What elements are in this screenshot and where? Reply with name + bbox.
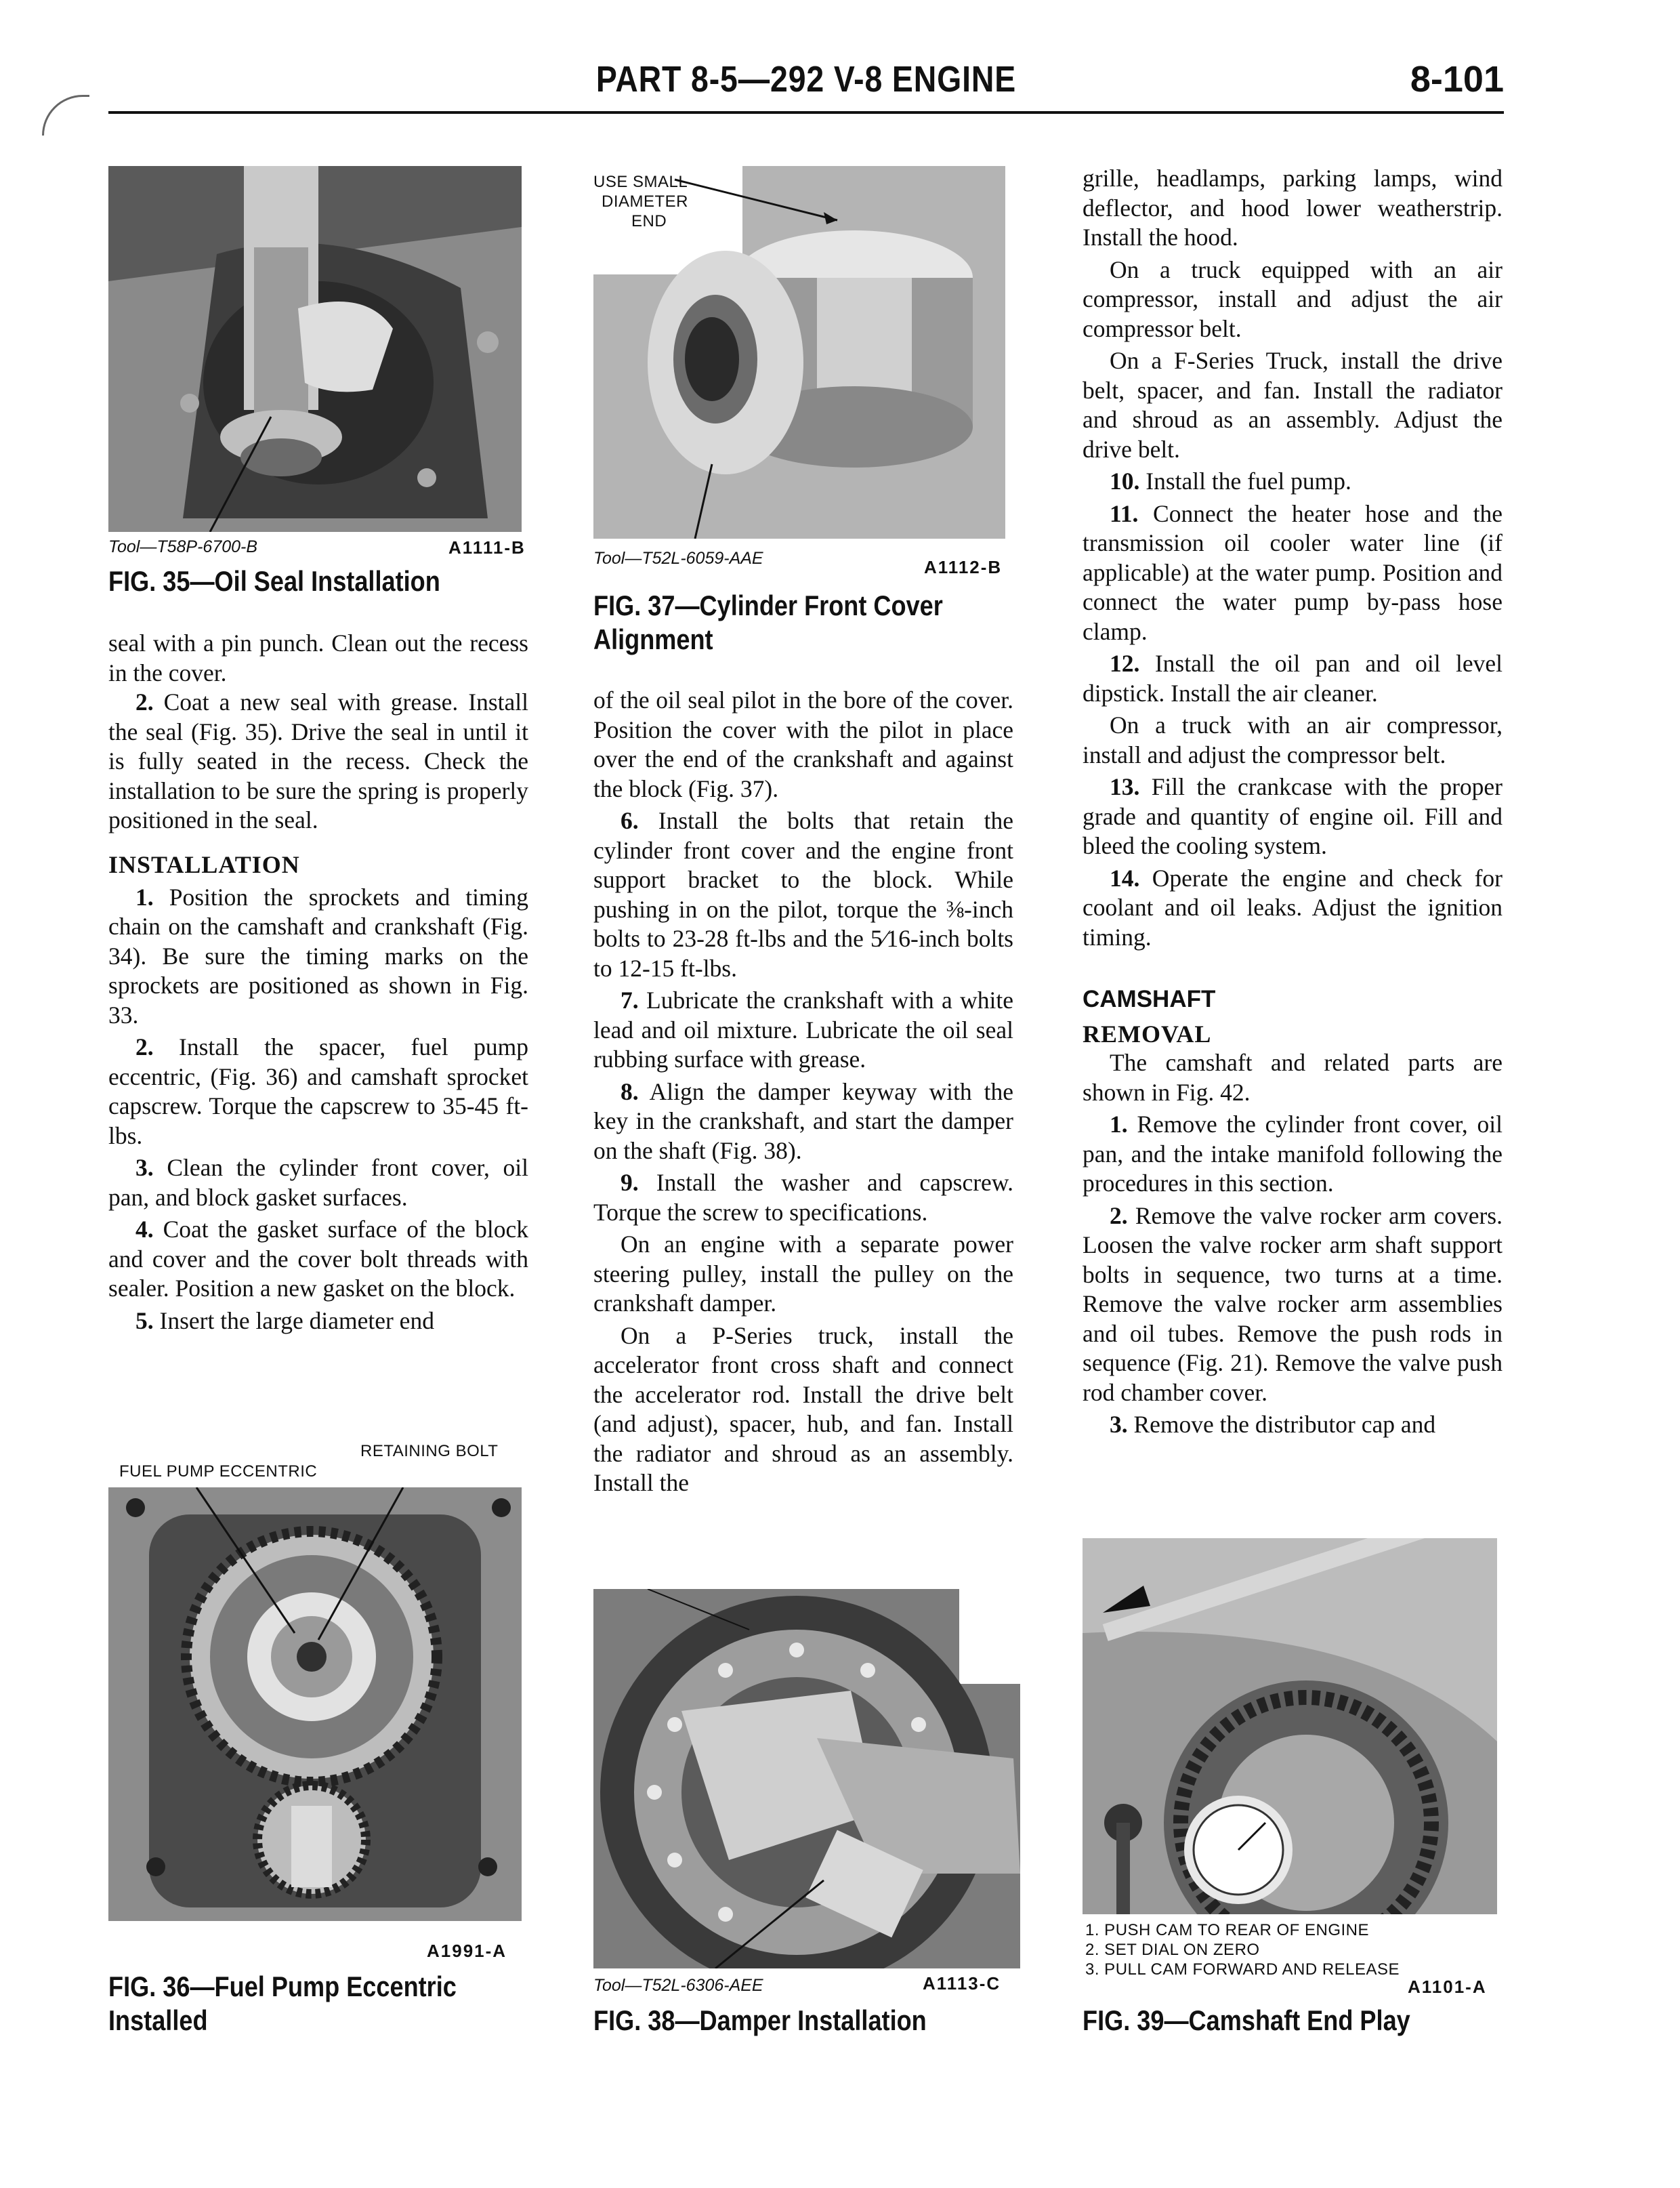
fig35-code: A1111-B — [448, 537, 526, 558]
fig39-caption: FIG. 39—Camshaft End Play — [1083, 2004, 1410, 2036]
column-3 — [1083, 164, 1503, 1440]
fig39-legend-3: 3. PULL CAM FORWARD AND RELEASE — [1085, 1960, 1400, 1979]
col3-step12: 12. Install the oil pan and oil level dipstick. Install the air cleaner. — [1083, 650, 1503, 707]
col1-step2: 2. Coat a new seal with grease. Install the seal (Fig. 35). Drive the seal in until it is fully seated in the recess. Check the installation to be sure the spring is properly positioned in the seal. — [108, 688, 528, 833]
fig39-legend-2: 2. SET DIAL ON ZERO — [1085, 1941, 1260, 1959]
col2-step8: 8. Align the damper keyway with the key in the crankshaft, and start the damper on the shaft (Fig. 38). — [593, 1077, 1013, 1164]
col3-step10: 10. Install the fuel pump. — [1110, 468, 1351, 495]
heading-installation: INSTALLATION — [108, 850, 300, 878]
fig35-tool: Tool—T58P-6700-B — [108, 537, 258, 556]
fig39-photo — [1083, 1538, 1497, 1914]
col3-rem3: 3. Remove the distributor cap and — [1110, 1411, 1436, 1438]
column-2 — [593, 686, 1013, 1498]
col3-rem2: 2. Remove the valve rocker arm covers. Loosen the valve rocker arm shaft support bolts in sequence, two turns at a time. Remove the valve rocker arm assemblies and oil tubes. Remove the push rods in sequence (Fig. 21). Remove the valve push rod chamber cover. — [1083, 1201, 1503, 1406]
fig39-legend-1: 1. PUSH CAM TO REAR OF ENGINE — [1085, 1921, 1370, 1939]
col3-p-cont: grille, headlamps, parking lamps, wind deflector, and hood lower weatherstrip. Install the hood. — [1083, 165, 1503, 251]
page-title: PART 8-5—292 V-8 ENGINE — [595, 59, 1017, 100]
col3-p-fseries: On a F-Series Truck, install the drive belt, spacer, and fan. Install the radiator and shroud as an assembly. Adjust the drive belt. — [1083, 347, 1503, 463]
fig38-tool: Tool—T52L-6306-AEE — [593, 1976, 763, 1995]
col3-rem1: 1. Remove the cylinder front cover, oil pan, and the intake manifold following the procedures in this section. — [1083, 1111, 1503, 1197]
col2-step6: 6. Install the bolts that retain the cylinder front cover and the engine front support bracket to the block. While pushing in on the pilot, torque the ⅜-inch bolts to 23-28 ft-lbs and the 5⁄16-inch bolts to 12-15 ft-lbs. — [593, 807, 1013, 982]
col1-inst1: 1. Position the sprockets and timing chain on the camshaft and crankshaft (Fig. 34). Be sure the timing marks on the sprockets are positioned as shown in Fig. 33. — [108, 883, 529, 1029]
page-header — [108, 57, 1504, 111]
col2-step7: 7. Lubricate the crankshaft with a white lead and oil mixture. Lubricate the oil seal rubbing surface with grease. — [593, 987, 1014, 1073]
fig36-caption-line1: FIG. 36—Fuel Pump Eccentric — [108, 1970, 457, 2002]
col2-p-pseries: On a P-Series truck, install the accelerator front cross shaft and connect the accelerator rod. Install the drive belt (and adjust), spacer, hub, and fan. Install the radiator and shroud as an assembly. Install the — [593, 1321, 1013, 1496]
scan-corner-mark — [42, 95, 89, 136]
fig38-caption: FIG. 38—Damper Installation — [593, 2004, 927, 2036]
header-rule — [108, 111, 1504, 114]
fig37-code: A1112-B — [924, 557, 1003, 577]
col3-p-parts: The camshaft and related parts are shown in Fig. 42. — [1083, 1049, 1503, 1106]
fig37-caption-line1: FIG. 37—Cylinder Front Cover — [593, 590, 943, 621]
fig36-caption-line2: Installed — [108, 2004, 208, 2036]
fig38-photo — [593, 1589, 1020, 1968]
fig37-label-line3: END — [631, 212, 667, 230]
col1-p-cont: seal with a pin punch. Clean out the recess in the cover. — [108, 629, 528, 686]
col1-inst4: 4. Coat the gasket surface of the block and cover and the cover bolt threads with sealer. Position a new gasket on the block. — [108, 1216, 528, 1302]
fig37-label-line2: DIAMETER — [602, 192, 689, 211]
fig36-label-left: FUEL PUMP ECCENTRIC — [119, 1462, 318, 1481]
col3-step11: 11. Connect the heater hose and the transmission oil cooler water line (if applicable) at the water pump. Position and connect the water pump by-pass hose clamp. — [1083, 499, 1503, 645]
fig37-caption-line2: Alignment — [593, 623, 713, 655]
col1-inst3: 3. Clean the cylinder front cover, oil pan, and block gasket surfaces. — [108, 1154, 528, 1211]
col3-step14: 14. Operate the engine and check for coolant and oil leaks. Adjust the ignition timing. — [1083, 864, 1503, 951]
col2-p-cont: of the oil seal pilot in the bore of the cover. Position the cover with the pilot in place over the end of the crankshaft and against the block (Fig. 37). — [593, 686, 1013, 802]
col3-p-air: On a truck equipped with an air compressor, install and adjust the air compressor belt. — [1083, 255, 1503, 342]
heading-camshaft: CAMSHAFT — [1083, 986, 1216, 1012]
fig39-code: A1101-A — [1408, 1977, 1487, 1997]
fig37-label-line1: USE SMALL — [593, 173, 688, 191]
column-1 — [108, 629, 528, 1336]
fig36-label-right: RETAINING BOLT — [360, 1442, 499, 1460]
fig38-code: A1113-C — [923, 1973, 1001, 1994]
fig36-photo — [108, 1487, 522, 1921]
fig37-tool: Tool—T52L-6059-AAE — [593, 549, 763, 568]
col3-step13: 13. Fill the crankcase with the proper grade and quantity of engine oil. Fill and bleed the cooling system. — [1083, 773, 1503, 859]
fig36-code: A1991-A — [427, 1941, 507, 1961]
fig35-caption: FIG. 35—Oil Seal Installation — [108, 565, 440, 597]
fig35-photo — [108, 166, 522, 532]
page-number: 8-101 — [1410, 59, 1504, 100]
col1-inst5: 5. Insert the large diameter end — [135, 1306, 434, 1334]
col3-p-air2: On a truck with an air compressor, install and adjust the compressor belt. — [1083, 711, 1503, 768]
col1-inst2: 2. Install the spacer, fuel pump eccentric, (Fig. 36) and camshaft sprocket capscrew. Torque the capscrew to 35-45 ft-lbs. — [108, 1033, 528, 1149]
heading-removal: REMOVAL — [1083, 1020, 1212, 1048]
col2-step9: 9. Install the washer and capscrew. Torque the screw to specifications. — [593, 1169, 1013, 1226]
col2-p-power: On an engine with a separate power steering pulley, install the pulley on the crankshaft damper. — [593, 1231, 1013, 1317]
